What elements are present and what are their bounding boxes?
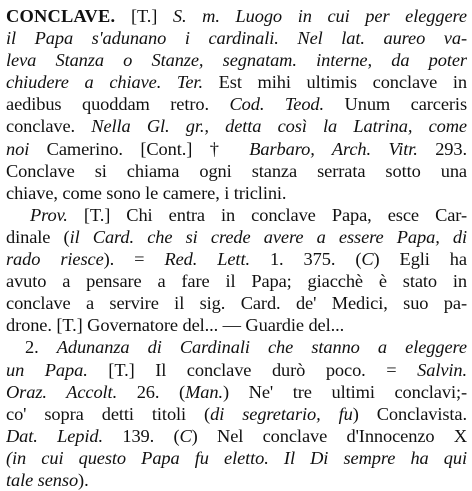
text-segment: Est mihi ultimis conclave in [202, 72, 467, 93]
entry-line [6, 336, 467, 358]
text-segment: il Card. che si crede avere a essere Papa, di [69, 226, 467, 247]
entry-line [6, 381, 467, 403]
entry-line [6, 49, 467, 71]
entry-line [6, 314, 467, 336]
text-segment: un Papa. [6, 359, 88, 380]
text-segment: [T.] Il conclave durò poco. = [87, 359, 418, 380]
text-segment: chiave, come sono le camere, i triclini. [6, 182, 287, 203]
text-segment: in cui questo Papa fu eletto. Il Di sempre ha qui [12, 447, 467, 468]
text-segment: drone. [T.] Governatore del... — Guardie del... [6, 315, 345, 336]
entry-line [6, 270, 467, 292]
entry-line [6, 248, 467, 270]
text-segment: 293. [417, 138, 467, 159]
entry-line [6, 204, 467, 226]
entry-line [6, 93, 467, 115]
text-segment: 26. ( [117, 381, 186, 402]
text-segment: C [361, 249, 374, 270]
text-segment: avuto a pensare a fare il Papa; giacchè è stato in [6, 271, 467, 292]
text-segment: C [179, 425, 192, 446]
text-segment: il Papa s'adunano i cardinali. Nel lat. aureo va- [6, 28, 467, 49]
entry-line [6, 403, 467, 425]
text-segment: Camerino. [Cont.] † [29, 138, 250, 159]
entry-line [6, 359, 467, 381]
headword: CONCLAVE. [6, 6, 116, 26]
text-segment: ) Ne' tre ultimi conclavi;- [223, 381, 467, 402]
entry-line [6, 182, 467, 204]
text-segment: leva Stanza o Stanze, segnatam. interne, da poter [6, 50, 467, 71]
text-segment: conclave. [6, 116, 92, 137]
entry-line [6, 27, 467, 49]
entry-line [6, 5, 467, 27]
entry-line [6, 292, 467, 314]
text-segment: [T.] [115, 6, 173, 26]
text-segment: Prov. [30, 204, 68, 225]
text-segment: ) Conclavista. [352, 403, 467, 424]
text-segment: rado riesce [6, 249, 104, 270]
entry-line [6, 115, 467, 137]
text-segment: 1. 375. ( [249, 249, 362, 270]
text-segment: noi [6, 138, 30, 159]
text-segment: tale senso [6, 469, 79, 490]
text-segment: ). [78, 469, 89, 490]
text-segment: chiudere a chiave. Ter. [6, 72, 203, 93]
entry-line [6, 160, 467, 182]
text-segment: 139. ( [103, 425, 180, 446]
entry-line [6, 447, 467, 469]
text-segment: co' sopra detti titoli ( [6, 403, 211, 424]
text-segment: 2. [25, 337, 57, 358]
text-segment: Dat. Lepid. [6, 425, 104, 446]
text-segment: Man. [185, 381, 223, 402]
text-segment: ( [6, 447, 13, 468]
text-segment: Adunanza di Cardinali che stanno a eleggere [56, 337, 467, 358]
text-segment: Nella Gl. gr., detta così la Latrina, come [91, 116, 467, 137]
entry-line [6, 138, 467, 160]
text-segment: Red. Lett. [164, 249, 250, 270]
text-segment: [T.] Chi entra in conclave Papa, esce Car- [67, 204, 467, 225]
text-segment: Cod. Teod. [229, 94, 325, 115]
text-segment: dinale ( [6, 226, 70, 247]
text-segment: Salvin. [417, 359, 467, 380]
text-segment: conclave a servire il sig. Card. de' Medici, suo pa- [6, 293, 467, 314]
entry-line [6, 469, 467, 491]
text-segment: Oraz. Accolt. [6, 381, 118, 402]
text-segment: ) Nel conclave d'Innocenzo X [191, 425, 467, 446]
entry-line [6, 425, 467, 447]
text-segment: Barbaro, Arch. Vitr. [249, 138, 418, 159]
text-segment: Conclave si chiama ogni stanza serrata sotto una [6, 160, 467, 181]
text-segment: aedibus quoddam retro. [6, 94, 230, 115]
entry-line [6, 71, 467, 93]
text-segment: ) Egli ha [373, 249, 467, 270]
text-segment: Unum carceris [324, 94, 467, 115]
text-segment: ). = [103, 249, 165, 270]
text-segment: S. m. Luogo in cui per eleggere [172, 6, 467, 26]
text-segment: di segretario, fu [210, 403, 353, 424]
entry-line [6, 226, 467, 248]
